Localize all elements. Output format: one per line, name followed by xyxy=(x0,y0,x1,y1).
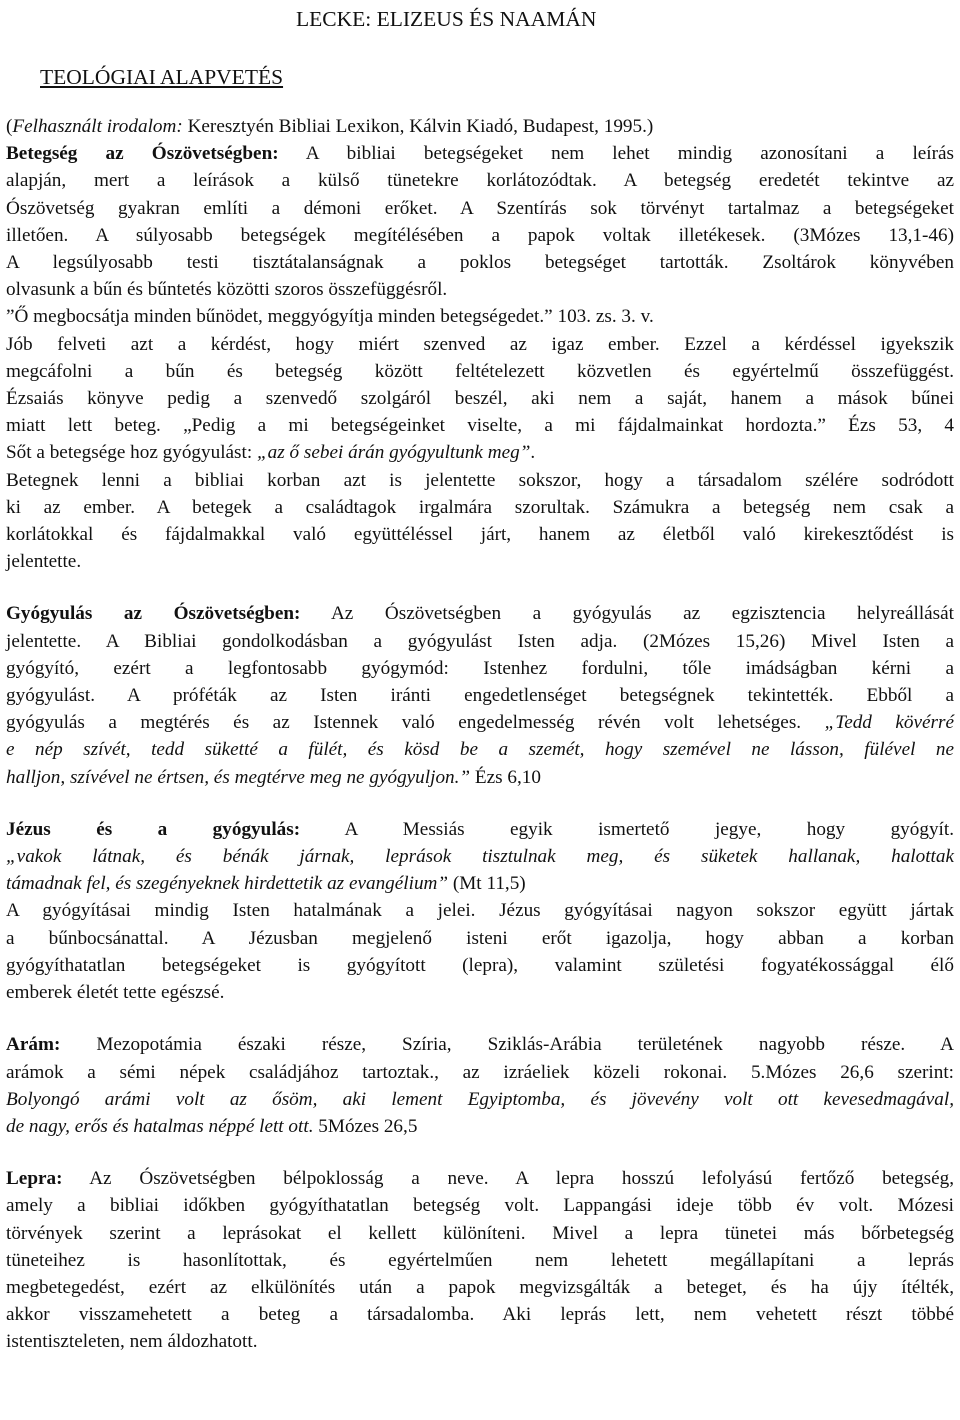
illness-paragraph xyxy=(6,113,954,575)
text-line: halljon, szívével ne értsen, és megtérve meg ne gyógyuljon.” Ézs 6,10 xyxy=(6,766,541,788)
healing-heading: Gyógyulás az Ószövetségben: xyxy=(6,603,301,625)
text-line: ki az ember. A betegek a családtagok irgalmára szorultak. Számukra a betegség nem csak a xyxy=(6,496,954,518)
text-line: gyógyíthatatlan betegségeket is gyógyított (lepra), valamint születési fogyatékossággal élő xyxy=(6,954,954,976)
text-line: Jézus és a gyógyulás: A Messiás egyik ismertető jegye, hogy gyógyít. xyxy=(6,818,954,840)
text-line: amely a bibliai időkben gyógyíthatatlan betegség volt. Lappangási ideje több év volt. Mózesi xyxy=(6,1195,954,1217)
lesson-title: LECKE: ELIZEUS ÉS NAAMÁN xyxy=(296,7,597,31)
section-heading: TEOLÓGIAI ALAPVETÉS xyxy=(40,65,284,89)
text-line: megcáfolni a bűn és betegség között feltételezett közvetlen és egyértelmű összefüggést. xyxy=(6,360,954,382)
text-line: de nagy, erős és hatalmas néppé lett ott. 5Mózes 26,5 xyxy=(6,1115,418,1137)
jesus-reference: (Mt 11,5) xyxy=(448,873,526,895)
text-line: Ószövetség gyakran említi a démoni erőket. A Szentírás sok törvényt tartalmaz a betegségeket xyxy=(6,197,954,219)
text-line: támadnak fel, és szegényeknek hirdettetik az evangélium” (Mt 11,5) xyxy=(6,873,526,895)
text-line: megbetegedést, ezért az elkülönítés után a papok megvizsgálták a beteget, és ha újy ítélték, xyxy=(6,1276,954,1298)
text-line: Bolyongó arámi volt az ősöm, aki lement Egyiptomba, és jövevény volt ott kevesedmagával, xyxy=(6,1088,954,1110)
text-line: olvasunk a bűn és bűntetés közötti szoros összefüggésről. xyxy=(6,279,448,301)
isaiah-quote: „az ő sebei árán gyógyultunk meg” xyxy=(256,442,531,464)
text-line: gyógyulás a megtérés és az Istennek való engedelmesség révén volt lehetséges. „Tedd kövérré xyxy=(6,712,954,734)
healing-reference: Ézs 6,10 xyxy=(470,766,541,788)
text-line: illetően. A súlyosabb betegségek megítélésében a papok voltak illetékesek. (3Mózes 13,1-46) xyxy=(6,224,954,246)
text-line: Lepra: Az Ószövetségben bélpoklosság a neve. A lepra hosszú lefolyású fertőző betegség, xyxy=(6,1168,954,1190)
source-label: Felhasznált irodalom: xyxy=(12,116,183,137)
aram-heading: Arám: xyxy=(6,1034,61,1056)
text-line: e nép szívét, tedd süketté a fülét, és kösd be a szemét, hogy szemével ne lásson, fülével ne xyxy=(6,739,954,761)
aram-paragraph xyxy=(6,1031,954,1140)
text-line: a bűnbocsánattal. A Jézusban megjelenő isteni erőt igazolja, hogy abban a korban xyxy=(6,927,954,949)
text-line: A legsúlyosabb testi tisztátalanságnak a poklos betegséget tartották. Zsoltárok könyvében xyxy=(6,252,954,274)
text-line: alapján, mert a leírások a külső tünetekre korlátozódtak. A betegség eredetét tekintve az xyxy=(6,170,954,192)
text-line: akkor visszamehetett a beteg a társadalomba. Aki leprás lett, nem vehetett részt többé xyxy=(6,1304,954,1326)
text-line: jelentette. xyxy=(6,551,82,573)
text-line: Sőt a betegsége hoz gyógyulást: „az ő sebei árán gyógyultunk meg”. xyxy=(6,442,536,464)
text-line: Betegség az Ószövetségben: A bibliai betegségeket nem lehet mindig azonosítani a leírás xyxy=(6,143,955,165)
paragraph-gap xyxy=(6,575,954,600)
text-line: emberek életét tette egészsé. xyxy=(6,982,225,1004)
document-body xyxy=(6,113,954,1356)
text-line: miatt lett beteg. „Pedig a mi betegségeinket viselte, a mi fájdalmainkat hordozta.” Ézs 53, 4 xyxy=(6,415,954,437)
text-line: Gyógyulás az Ószövetségben: Az Ószövetségben a gyógyulás az egzisztencia helyreállását xyxy=(6,603,954,625)
text-line: ”Ő megbocsátja minden bűnödet, meggyógyítja minden betegségedet.” 103. zs. 3. v. xyxy=(6,306,654,328)
jesus-paragraph xyxy=(6,816,954,1006)
jesus-heading: Jézus és a gyógyulás: xyxy=(6,818,301,840)
text-line: Ézsaiás könyve pedig a szenvedő szolgáról beszél, aki nem a saját, hanem a mások bűnei xyxy=(6,388,954,410)
healing-paragraph xyxy=(6,600,954,790)
paragraph-gap xyxy=(6,791,954,816)
illness-heading: Betegség az Ószövetségben: xyxy=(6,143,279,165)
text-line: törvények szerint a leprásokat el kellett különíteni. Mivel a lepra tünetei más bőrbetegség xyxy=(6,1222,954,1244)
text-line: tüneteihez is hasonlítottak, és egyértelműen nem lehetett megállapítani a leprás xyxy=(6,1249,954,1271)
text-line: „vakok látnak, és bénák járnak, leprások tisztulnak meg, és süketek hallanak, halottak xyxy=(6,846,954,868)
text-line: gyógyító, ezért a legfontosabb gyógymód: Istenhez fordulni, tőle imádságban kérni a xyxy=(6,657,954,679)
leprosy-paragraph xyxy=(6,1165,954,1355)
text-line: gyógyulást. A próféták az Isten iránti engedetlenséget betegségnek tekintették. Ebből a xyxy=(6,685,954,707)
paragraph-gap xyxy=(6,1140,954,1165)
text-line: A gyógyításai mindig Isten hatalmának a jelei. Jézus gyógyításai nagyon sokszor együtt jártak xyxy=(6,900,954,922)
aram-reference: 5Mózes 26,5 xyxy=(313,1115,418,1137)
text-line: arámok a sémi népek családjához tartoztak., az izráeliek közeli rokonai. 5.Mózes 26,6 szerint: xyxy=(6,1061,954,1083)
leprosy-heading: Lepra: xyxy=(6,1168,63,1190)
text-line: korlátokkal és fájdalmakkal való együttéléssel járt, hanem az életből való kirekesztődést is xyxy=(6,524,954,546)
text-line: istentiszteleten, nem áldozhatott. xyxy=(6,1331,258,1353)
text-line: Arám: Mezopotámia északi része, Szíria, Sziklás-Arábia területének nagyobb része. A xyxy=(6,1034,954,1056)
source-note: (Felhasznált irodalom: Keresztyén Bibliai Lexikon, Kálvin Kiadó, Budapest, 1995.) xyxy=(6,116,654,137)
paragraph-gap xyxy=(6,1006,954,1031)
text-line: Betegnek lenni a bibliai korban azt is jelentette sokszor, hogy a társadalom szélére sodródott xyxy=(6,469,954,491)
text-line: Jób felveti azt a kérdést, hogy miért szenved az igaz ember. Ezzel a kérdéssel igyekszik xyxy=(6,333,954,355)
text-line: jelentette. A Bibliai gondolkodásban a gyógyulást Isten adja. (2Mózes 15,26) Mivel Isten a xyxy=(6,630,954,652)
